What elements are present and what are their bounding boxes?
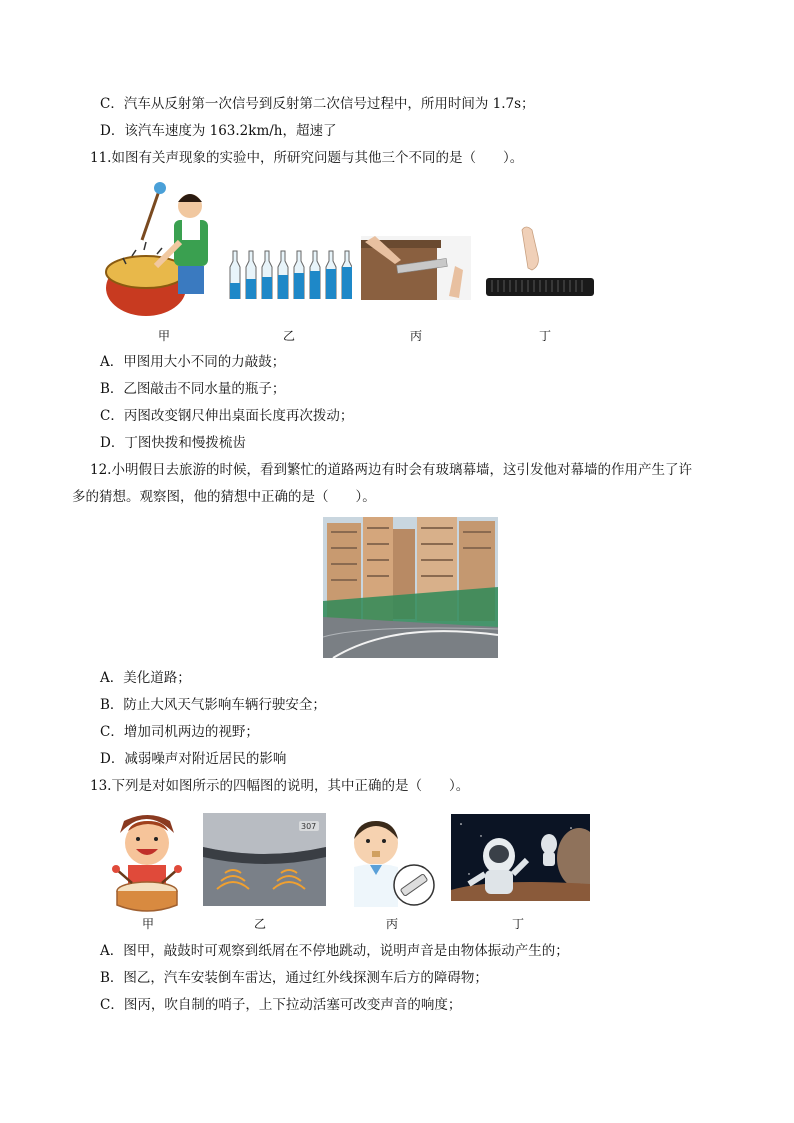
q13-option-c: C．图丙，吹自制的哨子，上下拉动活塞可改变声音的响度； xyxy=(100,997,462,1013)
q13-caption-bing: 丙 xyxy=(386,917,399,931)
glass-wall-road-photo xyxy=(323,517,498,658)
cartoon-drummer-figure xyxy=(102,809,192,912)
q12-stem-line1: 12.小明假日去旅游的时候，看到繁忙的道路两边有时会有玻璃幕墙，这引发他对幕墙的作用产生了许 xyxy=(90,462,692,478)
boy-drum-figure xyxy=(102,180,214,326)
q10-option-c: C．汽车从反射第一次信号到反射第二次信号过程中，所用时间为 1.7s； xyxy=(100,96,535,112)
astronaut-space-photo xyxy=(451,814,590,901)
q11-caption-bing: 丙 xyxy=(410,329,423,343)
car-radar-figure xyxy=(203,813,326,906)
water-bottles-figure xyxy=(226,247,352,299)
q12-option-b: B．防止大风天气影响车辆行驶安全； xyxy=(100,697,326,713)
q13-caption-ding: 丁 xyxy=(512,917,525,931)
q13-option-b: B．图乙，汽车安装倒车雷达，通过红外线探测车后方的障碍物； xyxy=(100,970,488,986)
q13-caption-jia: 甲 xyxy=(142,917,155,931)
comb-figure xyxy=(484,226,596,298)
q11-option-a: A．甲图用大小不同的力敲鼓； xyxy=(100,354,286,370)
q13-stem: 13.下列是对如图所示的四幅图的说明，其中正确的是（ ）。 xyxy=(90,778,470,794)
q13-caption-yi: 乙 xyxy=(254,917,267,931)
q11-option-b: B．乙图敲击不同水量的瓶子； xyxy=(100,381,286,397)
q13-option-a: A．图甲，敲鼓时可观察到纸屑在不停地跳动，说明声音是由物体振动产生的； xyxy=(100,943,569,959)
q11-stem: 11.如图有关声现象的实验中，所研究问题与其他三个不同的是（ ）。 xyxy=(90,150,524,166)
q11-caption-ding: 丁 xyxy=(539,329,552,343)
q11-caption-jia: 甲 xyxy=(158,329,171,343)
car-badge-text: 307 xyxy=(301,822,317,831)
q11-option-c: C．丙图改变钢尺伸出桌面长度再次拨动； xyxy=(100,408,354,424)
q10-option-d: D．该汽车速度为 163.2km/h，超速了 xyxy=(100,123,337,139)
q12-option-d: D．减弱噪声对附近居民的影响 xyxy=(100,751,287,767)
q12-stem-line2: 多的猜想。观察图，他的猜想中正确的是（ ）。 xyxy=(72,489,376,505)
q11-caption-yi: 乙 xyxy=(283,329,296,343)
q11-option-d: D．丁图快拨和慢拨梳齿 xyxy=(100,435,246,451)
boy-whistle-figure xyxy=(340,811,440,911)
q12-option-c: C．增加司机两边的视野； xyxy=(100,724,259,740)
ruler-table-figure xyxy=(361,236,471,300)
q12-option-a: A．美化道路； xyxy=(100,670,191,686)
